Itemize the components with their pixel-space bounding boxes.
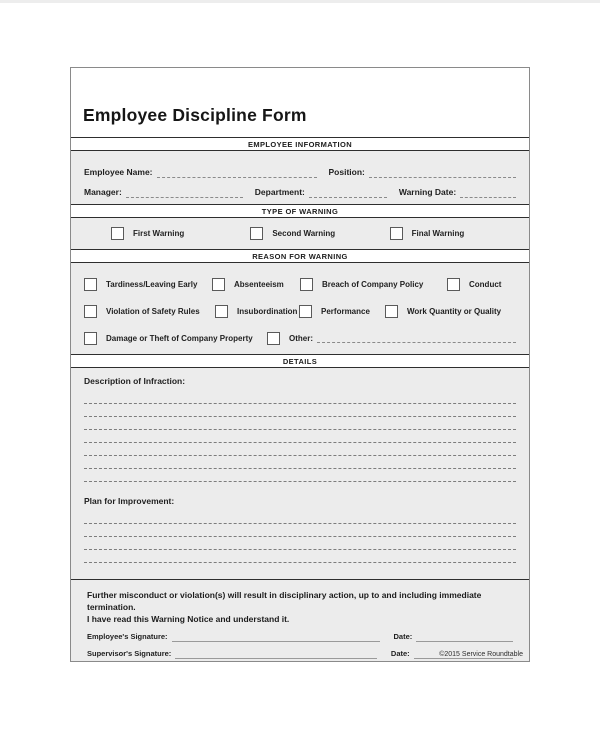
employee-date-field[interactable] [416, 634, 513, 642]
safety-violation-label: Violation of Safety Rules [106, 307, 200, 316]
reason-for-warning-section [71, 263, 529, 354]
writing-line[interactable] [84, 404, 516, 417]
writing-line[interactable] [84, 430, 516, 443]
reason-option-breach-of-policy [300, 278, 447, 291]
employee-signature-label: Employee's Signature: [87, 632, 168, 641]
description-writing-area[interactable] [84, 391, 516, 482]
writing-line[interactable] [84, 511, 516, 524]
reason-option-absenteeism [212, 278, 300, 291]
section-header-reason-for-warning: REASON FOR WARNING [71, 249, 529, 263]
reason-option-other [267, 332, 516, 345]
insubordination-checkbox[interactable] [215, 305, 228, 318]
second-warning-checkbox[interactable] [250, 227, 263, 240]
other-label: Other: [289, 334, 313, 343]
statement-line-2: I have read this Warning Notice and understand it. [87, 614, 290, 624]
statement-line-1: Further misconduct or violation(s) will result in disciplinary action, up to and including immediate termination. [87, 590, 482, 612]
writing-line[interactable] [84, 524, 516, 537]
warning-date-label: Warning Date: [398, 187, 457, 197]
plan-writing-area[interactable] [84, 511, 516, 563]
damage-theft-label: Damage or Theft of Company Property [106, 334, 253, 343]
title-block [71, 68, 529, 137]
employee-information-section [71, 151, 529, 204]
writing-line[interactable] [84, 456, 516, 469]
tardiness-checkbox[interactable] [84, 278, 97, 291]
form-title: Employee Discipline Form [83, 105, 307, 125]
warning-option-final [390, 227, 529, 240]
section-header-employee-information: EMPLOYEE INFORMATION [71, 137, 529, 151]
description-of-infraction-label: Description of Infraction: [84, 376, 186, 386]
writing-line[interactable] [84, 417, 516, 430]
position-field[interactable] [369, 169, 516, 178]
safety-violation-checkbox[interactable] [84, 305, 97, 318]
reason-option-performance [299, 305, 385, 318]
employee-signature-field[interactable] [172, 634, 380, 642]
reason-row-2 [84, 298, 516, 325]
performance-label: Performance [321, 307, 370, 316]
absenteeism-checkbox[interactable] [212, 278, 225, 291]
employee-name-field[interactable] [157, 169, 317, 178]
acknowledgement-statement [87, 589, 513, 625]
reason-row-1 [84, 271, 516, 298]
damage-theft-checkbox[interactable] [84, 332, 97, 345]
reason-option-tardiness [84, 278, 212, 291]
scan-edge-artifact [0, 0, 600, 3]
supervisor-signature-field[interactable] [175, 651, 377, 659]
performance-checkbox[interactable] [299, 305, 312, 318]
plan-for-improvement-label: Plan for Improvement: [84, 496, 175, 506]
department-field[interactable] [309, 189, 387, 198]
section-header-details: DETAILS [71, 354, 529, 368]
reason-option-damage-theft [84, 332, 267, 345]
work-quality-checkbox[interactable] [385, 305, 398, 318]
employee-info-row-2 [84, 178, 516, 198]
writing-line[interactable] [84, 443, 516, 456]
first-warning-checkbox[interactable] [111, 227, 124, 240]
reason-option-work-quality [385, 305, 516, 318]
employee-name-label: Employee Name: [84, 167, 153, 177]
writing-line[interactable] [84, 391, 516, 404]
department-label: Department: [254, 187, 305, 197]
employee-date-label: Date: [393, 632, 413, 641]
other-field[interactable] [317, 335, 516, 343]
breach-of-policy-checkbox[interactable] [300, 278, 313, 291]
absenteeism-label: Absenteeism [234, 280, 284, 289]
reason-option-safety-violation [84, 305, 215, 318]
employee-discipline-form [70, 67, 530, 662]
reason-option-insubordination [215, 305, 299, 318]
other-checkbox[interactable] [267, 332, 280, 345]
reason-option-conduct [447, 278, 516, 291]
supervisor-signature-label: Supervisor's Signature: [87, 649, 172, 658]
conduct-label: Conduct [469, 280, 502, 289]
manager-field[interactable] [126, 189, 243, 198]
employee-signature-row [87, 626, 513, 642]
breach-of-policy-label: Breach of Company Policy [322, 280, 424, 289]
reason-row-3 [84, 325, 516, 352]
acknowledgement-section [71, 579, 529, 661]
first-warning-label: First Warning [133, 229, 185, 238]
second-warning-label: Second Warning [272, 229, 336, 238]
employee-info-row-1 [84, 158, 516, 178]
writing-line[interactable] [84, 550, 516, 563]
final-warning-label: Final Warning [411, 229, 465, 238]
conduct-checkbox[interactable] [447, 278, 460, 291]
final-warning-checkbox[interactable] [390, 227, 403, 240]
tardiness-label: Tardiness/Leaving Early [106, 280, 198, 289]
section-header-type-of-warning: TYPE OF WARNING [71, 204, 529, 218]
position-label: Position: [328, 167, 365, 177]
details-section [71, 368, 529, 579]
manager-label: Manager: [84, 187, 122, 197]
writing-line[interactable] [84, 537, 516, 550]
supervisor-date-label: Date: [390, 649, 410, 658]
warning-option-first [111, 227, 250, 240]
insubordination-label: Insubordination [237, 307, 298, 316]
work-quality-label: Work Quantity or Quality [407, 307, 502, 316]
copyright-notice: ©2015 Service Roundtable [439, 651, 523, 658]
writing-line[interactable] [84, 469, 516, 482]
type-of-warning-section [71, 218, 529, 249]
warning-option-second [250, 227, 389, 240]
warning-date-field[interactable] [460, 189, 516, 198]
